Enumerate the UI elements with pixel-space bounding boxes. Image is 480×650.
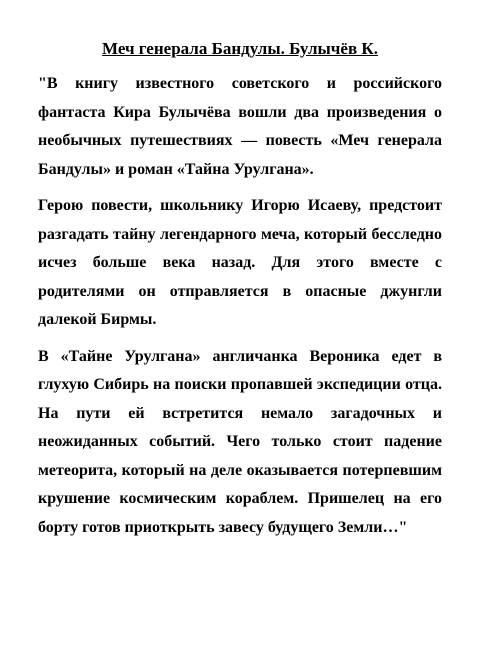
document-title: Меч генерала Бандулы. Булычёв К. bbox=[102, 39, 378, 58]
paragraph-story: Герою повести, школьнику Игорю Исаеву, предстоит разгадать тайну легендарного меча, который бесследно исчез больше века назад. Для этого вместе с родителями он отправляется в опасные джунгли далекой Бирмы. bbox=[38, 197, 442, 328]
paragraph-novel: В «Тайне Урулгана» англичанка Вероника едет в глухую Сибирь на поиски пропавшей экспедиции отца. На пути ей встретится немало загадочных и неожиданных событий. Чего только стоит падение метеорита, который на деле оказывается потерпевшим крушение космическим кораблем. Пришелец на его борту готов приоткрыть завесу будущего Земли…" bbox=[38, 347, 442, 536]
paragraph-intro: "В книгу известного советского и российского фантаста Кира Булычёва вошли два произведения о необычных путешествиях — повесть «Меч генерала Бандулы» и роман «Тайна Урулгана». bbox=[38, 75, 442, 178]
